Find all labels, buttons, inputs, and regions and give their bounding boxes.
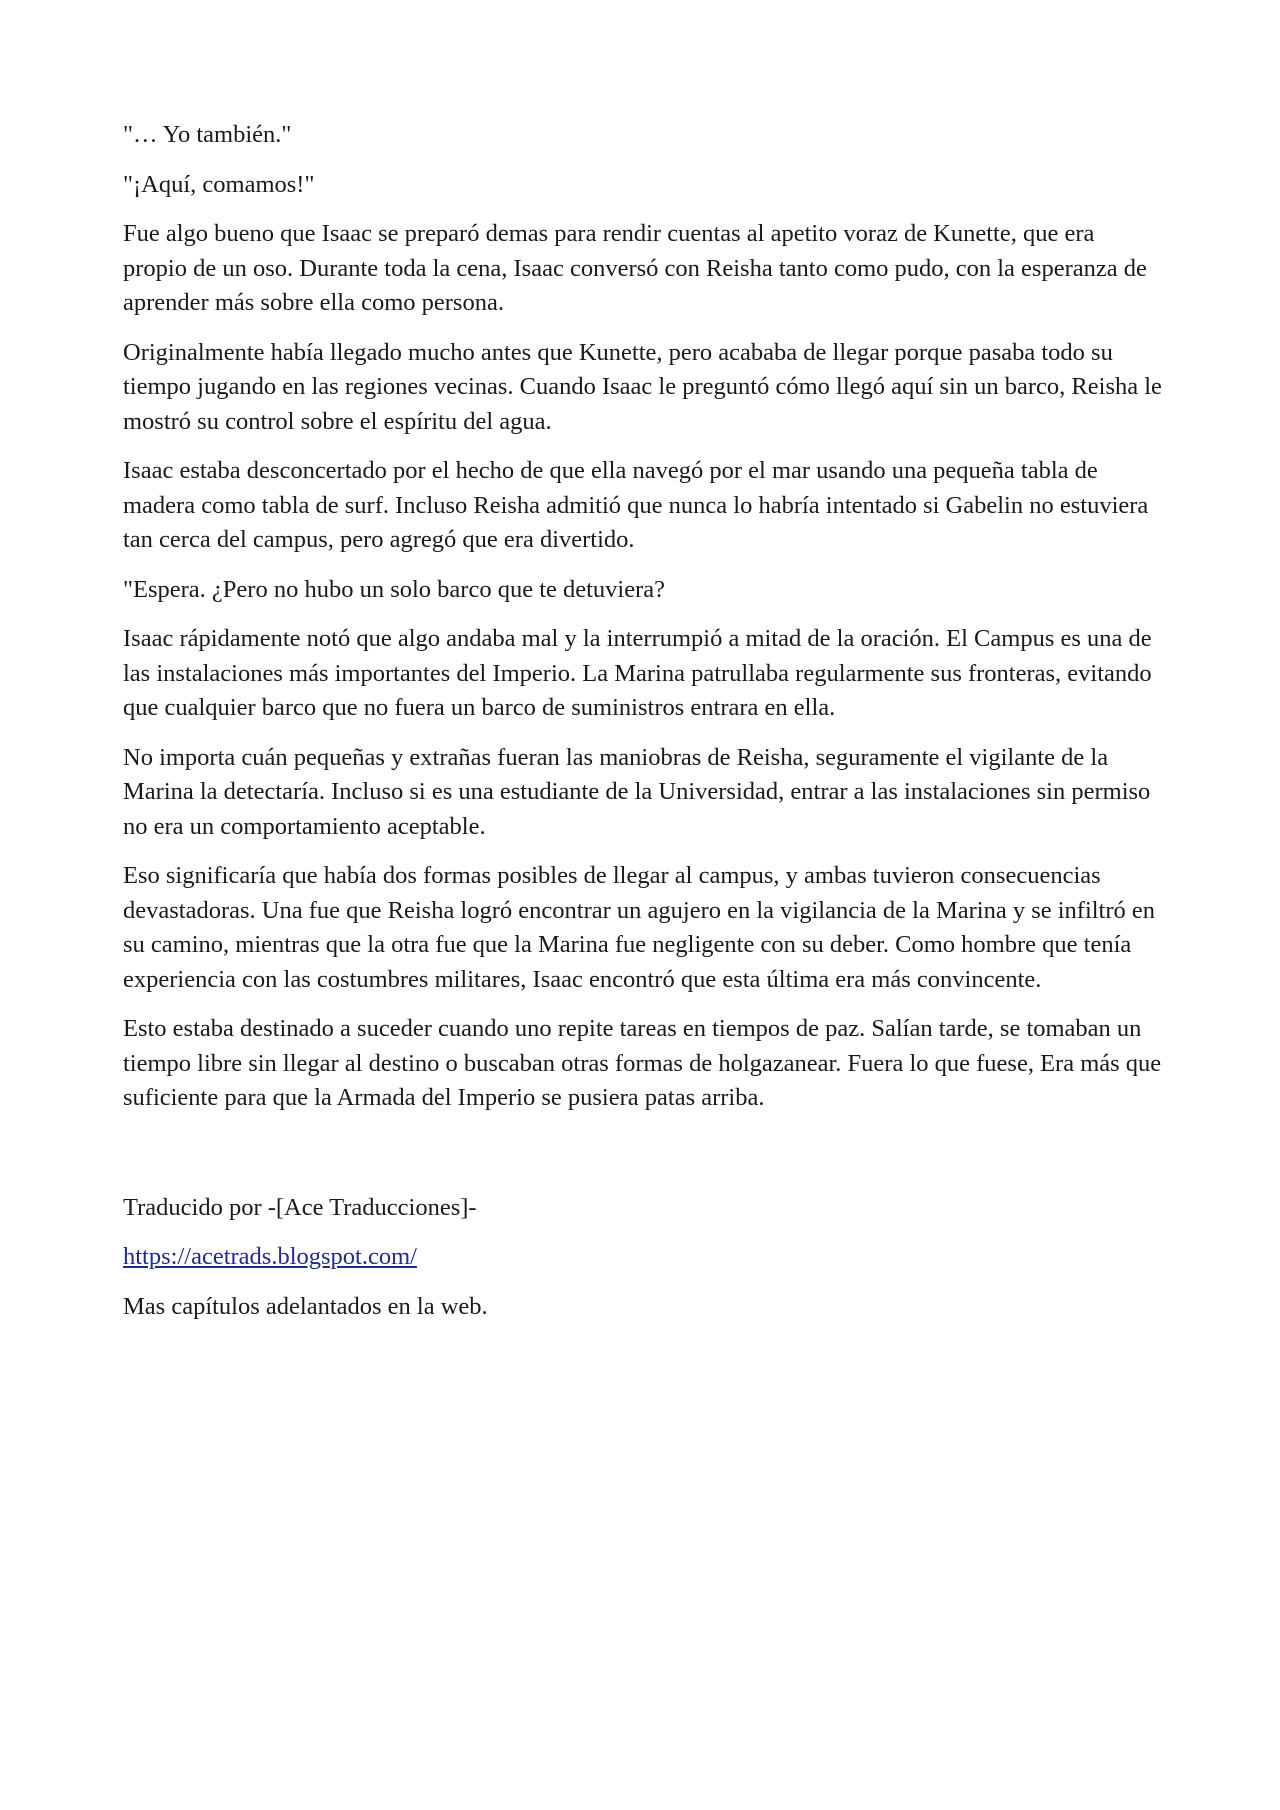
paragraph-1: "… Yo también." bbox=[123, 121, 292, 148]
paragraph-10: Esto estaba destinado a suceder cuando uno repite tareas en tiempos de paz. Salían tarde, se tomaban un tiempo libre sin llegar al destino o buscaban otras formas de holgazanear. Fuera lo que fuese, Era más que suficiente para que la Armada del Imperio se pusiera patas arriba. bbox=[123, 1015, 1162, 1111]
blog-link-line bbox=[123, 1240, 1163, 1275]
paragraph-9: Eso significaría que había dos formas posibles de llegar al campus, y ambas tuvieron consecuencias devastadoras. Una fue que Reisha logró encontrar un agujero en la vigilancia de la Marina y se infiltró en su camino, mientras que la otra fue que la Marina fue negligente con su deber. Como hombre que tenía experiencia con las costumbres militares, Isaac encontró que esta última era más convincente. bbox=[123, 862, 1156, 993]
paragraph-3: Fue algo bueno que Isaac se preparó demas para rendir cuentas al apetito voraz de Kunette, que era propio de un oso. Durante toda la cena, Isaac conversó con Reisha tanto como pudo, con la esperanza de aprender más sobre ella como persona. bbox=[123, 220, 1147, 316]
translator-credit: Traducido por -[Ace Traducciones]- bbox=[123, 1193, 477, 1221]
section-spacer bbox=[123, 1131, 1163, 1191]
paragraph-4: Originalmente había llegado mucho antes que Kunette, pero acababa de llegar porque pasaba todo su tiempo jugando en las regiones vecinas. Cuando Isaac le preguntó cómo llegó aquí sin un barco, Reisha le mostró su control sobre el espíritu del agua. bbox=[123, 338, 1162, 435]
blog-link[interactable]: https://acetrads.blogspot.com/ bbox=[123, 1243, 417, 1270]
document-page bbox=[123, 118, 1163, 1339]
paragraph-8: No importa cuán pequeñas y extrañas fueran las maniobras de Reisha, seguramente el vigilante de la Marina la detectaría. Incluso si es una estudiante de la Universidad, entrar a las instalaciones sin permiso no era un comportamiento aceptable. bbox=[123, 743, 1151, 840]
more-chapters-note: Mas capítulos adelantados en la web. bbox=[123, 1292, 488, 1320]
paragraph-6: "Espera. ¿Pero no hubo un solo barco que te detuviera? bbox=[123, 575, 666, 603]
paragraph-2: "¡Aquí, comamos!" bbox=[123, 170, 315, 198]
paragraph-7: Isaac rápidamente notó que algo andaba mal y la interrumpió a mitad de la oración. El Campus es una de las instalaciones más importantes del Imperio. La Marina patrullaba regularmente sus fronteras, evitando que cualquier barco que no fuera un barco de suministros entrara en ella. bbox=[123, 625, 1152, 721]
paragraph-5: Isaac estaba desconcertado por el hecho de que ella navegó por el mar usando una pequeña tabla de madera como tabla de surf. Incluso Reisha admitió que nunca lo habría intentado si Gabelin no estuviera tan cerca del campus, pero agregó que era divertido. bbox=[123, 457, 1149, 553]
